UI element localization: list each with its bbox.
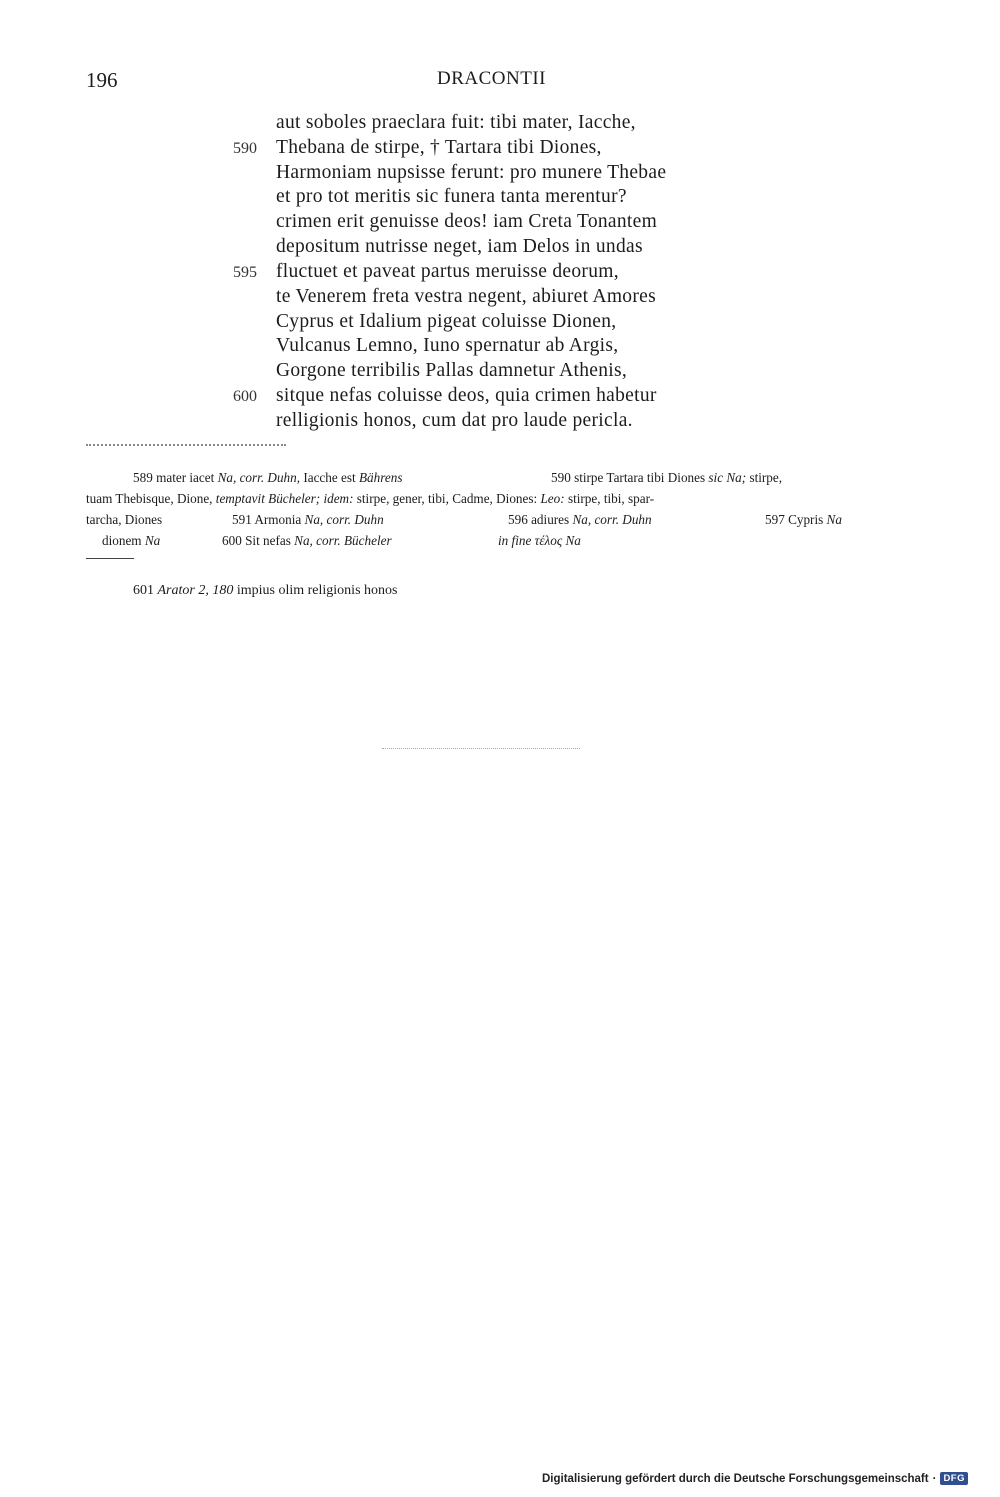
verse-line: depositum nutrisse neget, iam Delos in undas (276, 236, 643, 257)
apparatus-line (551, 467, 782, 488)
verse-line: sitque nefas coluisse deos, quia crimen habetur (276, 385, 657, 406)
verse-line: Gorgone terribilis Pallas damnetur Athenis, (276, 360, 628, 381)
apparatus-text: 597 Cypris (765, 512, 827, 527)
apparatus-line (498, 530, 581, 551)
verse-line: Harmoniam nupsisse ferunt: pro munere Thebae (276, 162, 667, 183)
verse-line: Vulcanus Lemno, Iuno spernatur ab Argis, (276, 335, 619, 356)
apparatus-siglum: Na, corr. Duhn, (217, 470, 301, 485)
apparatus-siglum: Na, corr. Duhn (304, 512, 384, 527)
apparatus-text: stirpe, tibi, spar- (564, 491, 655, 506)
line-number: 590 (233, 140, 257, 157)
verse-line: te Venerem freta vestra negent, abiuret Amores (276, 286, 656, 307)
apparatus-text: stirpe, gener, tibi, Cadme, Diones: (353, 491, 541, 506)
print-artifact (382, 748, 580, 749)
apparatus-line (508, 509, 652, 530)
verse-line: fluctuet et paveat partus meruisse deorum, (276, 261, 619, 282)
apparatus-text: Iacche est (300, 470, 359, 485)
line-number: 600 (233, 388, 257, 405)
apparatus-text: 590 stirpe Tartara tibi Diones (551, 470, 709, 485)
separator (86, 444, 286, 446)
apparatus-line (765, 509, 842, 530)
apparatus-siglum: sic Na; (708, 470, 747, 485)
verse-line: et pro tot meritis sic funera tanta merentur? (276, 186, 627, 207)
apparatus-text: stirpe, (746, 470, 783, 485)
verse-line: Thebana de stirpe, † Tartara tibi Diones, (276, 137, 602, 158)
apparatus-text: 589 mater iacet (133, 470, 218, 485)
apparatus-line: tarcha, Diones (86, 512, 163, 527)
apparatus-siglum: temptavit Bücheler; idem: (215, 491, 354, 506)
apparatus-text: tuam Thebisque, Dione, (86, 491, 216, 506)
apparatus-text: 591 Armonia (232, 512, 305, 527)
testimonia-source: Arator 2, 180 (157, 583, 234, 598)
verse-line: aut soboles praeclara fuit: tibi mater, Iacche, (276, 112, 636, 133)
apparatus-siglum: Leo: (540, 491, 565, 506)
apparatus-line (232, 509, 384, 530)
apparatus-siglum: Na, corr. Bücheler (294, 533, 392, 548)
apparatus-line (86, 488, 654, 509)
testimonia-text: impius olim religionis honos (233, 583, 398, 598)
apparatus-text: dionem (102, 533, 145, 548)
apparatus-line (102, 530, 160, 551)
testimonia-line (133, 580, 397, 601)
verse-line: relligionis honos, cum dat pro laude pericla. (276, 410, 633, 431)
apparatus-siglum: Na (826, 512, 842, 527)
dfg-logo: DFG (940, 1472, 968, 1485)
digitization-footer: Digitalisierung gefördert durch die Deutsche Forschungsgemeinschaft · DFG (542, 1472, 968, 1485)
footer-text: Digitalisierung gefördert durch die Deutsche Forschungsgemeinschaft (542, 1472, 929, 1485)
footnote-rule (86, 558, 134, 559)
apparatus-siglum: Bährens (358, 470, 403, 485)
apparatus-siglum: Na, corr. Duhn (572, 512, 652, 527)
apparatus-line (133, 467, 402, 488)
page-number: 196 (86, 68, 118, 92)
apparatus-note: in fine τέλος Na (498, 533, 581, 548)
apparatus-text: 600 Sit nefas (222, 533, 295, 548)
apparatus-siglum: Na (144, 533, 161, 548)
line-number: 595 (233, 264, 257, 281)
verse-line: crimen erit genuisse deos! iam Creta Tonantem (276, 211, 658, 232)
testimonia-number: 601 (133, 583, 154, 598)
apparatus-line (222, 530, 392, 551)
verse-line: Cyprus et Idalium pigeat coluisse Dionen, (276, 311, 617, 332)
running-title: DRACONTII (437, 68, 546, 89)
apparatus-text: 596 adiures (508, 512, 573, 527)
